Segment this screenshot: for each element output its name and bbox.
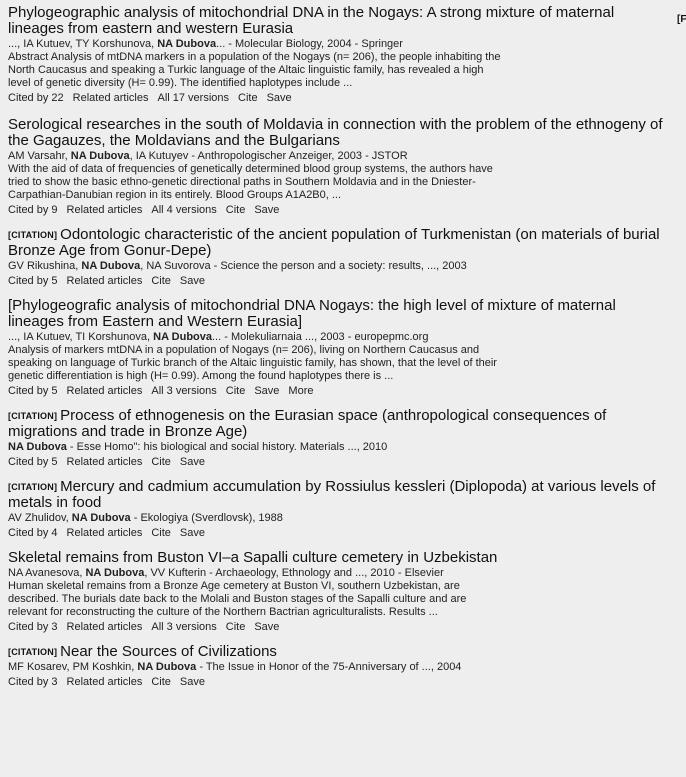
save-link[interactable]: Save [179,275,205,287]
authors-source: - Esse Homo": his biological and social history. Materials ..., 2010 [66,441,388,453]
authors-prefix: AV Zhulidov, [8,512,72,524]
result-title-text[interactable]: Process of ethnogenesis on the Eurasian space (anthropological consequences of migrations and trade in Bronze Age) [8,407,607,440]
result-links [8,91,668,105]
search-result [8,408,668,469]
authors-source: ... - Molekuliarnaia ..., 2003 - europepmc.org [212,331,429,343]
related-articles-link[interactable]: Related articles [66,456,143,468]
cited-by-9-link[interactable]: Cited by 9 [8,204,58,216]
result-authors [8,567,668,580]
related-articles-link[interactable]: Related articles [72,92,149,104]
results-list [8,5,668,689]
search-result [8,479,668,540]
result-authors [8,331,668,344]
cited-by-22-link[interactable]: Cited by 22 [8,92,64,104]
related-articles-link[interactable]: Related articles [66,385,143,397]
save-link[interactable]: Save [254,204,280,216]
result-links [8,620,668,634]
cite-link[interactable]: Cite [151,527,171,539]
search-result [8,227,668,288]
result-snippet: With the aid of data of frequencies of genetically determined blood group systems, the authors have tried to show the basic ethno-genetic directional paths in Southern Moldavia and in the Dniester-Carpathian-Danubian region in its entirely. Blood Groups A1A2B0, ... [8,163,493,201]
author-highlight[interactable]: NA Dubova [137,661,197,673]
result-title[interactable] [8,5,668,37]
author-highlight[interactable]: NA Dubova [157,38,217,50]
result-authors [8,512,668,525]
citation-tag: [CITATION] [8,411,58,421]
result-title[interactable] [8,408,668,440]
cited-by-5-link[interactable]: Cited by 5 [8,385,58,397]
result-title-text[interactable]: Skeletal remains from Buston VI–a Sapalli culture cemetery in Uzbekistan [8,549,498,566]
result-authors [8,441,668,454]
related-articles-link[interactable]: Related articles [66,621,143,633]
result-authors [8,661,668,674]
cite-link[interactable]: Cite [238,92,258,104]
cited-by-5-link[interactable]: Cited by 5 [8,456,58,468]
related-articles-link[interactable]: Related articles [66,676,143,688]
result-links [8,384,668,398]
result-links [8,526,668,540]
related-articles-link[interactable]: Related articles [66,527,143,539]
authors-prefix: NA Avanesova, [8,567,86,579]
cite-link[interactable]: Cite [225,385,246,397]
author-highlight[interactable]: NA Dubova [71,512,131,524]
authors-source: ... - Molecular Biology, 2004 - Springer [216,38,403,50]
search-result [8,550,668,634]
save-link[interactable]: Save [266,92,292,104]
all-3-versions-link[interactable]: All 3 versions [151,385,217,397]
result-authors [8,150,668,163]
search-result [8,5,668,105]
cited-by-3-link[interactable]: Cited by 3 [8,676,58,688]
result-links [8,455,668,469]
cite-link[interactable]: Cite [225,204,246,216]
result-title-text[interactable]: Serological researches in the south of Moldavia in connection with the problem of the ethnogeny of the Gagauzes, the Moldavians and the Bulgarians [8,116,663,149]
result-title-text[interactable]: Near the Sources of Civilizations [60,643,277,660]
author-highlight[interactable]: NA Dubova [153,331,212,343]
save-link[interactable]: Save [179,456,205,468]
cited-by-4-link[interactable]: Cited by 4 [8,527,58,539]
result-links [8,203,668,217]
result-title-text[interactable]: Phylogeographic analysis of mitochondrial DNA in the Nogays: A strong mixture of maternal lineages from eastern and western Eurasia [8,4,615,37]
result-title-text[interactable]: Odontologic characteristic of the ancient population of Turkmenistan (on materials of burial Bronze Age from Gonur-Depe) [8,226,660,259]
author-highlight[interactable]: NA Dubova [70,150,130,162]
authors-source: - The Issue in Honor of the 75-Anniversary of ..., 2004 [196,661,462,673]
result-title[interactable] [8,644,668,660]
cite-link[interactable]: Cite [225,621,246,633]
authors-source: , NA Suvorova - Science the person and a society: results, ..., 2003 [140,260,467,272]
result-title[interactable] [8,117,668,149]
authors-source: - Ekologiya (Sverdlovsk), 1988 [130,512,283,524]
result-authors [8,38,668,51]
author-highlight[interactable]: NA Dubova [81,260,141,272]
save-link[interactable]: Save [254,385,280,397]
result-title-text[interactable]: Mercury and cadmium accumulation by Rossiulus kessleri (Diplopoda) at various levels of metals in food [8,478,656,511]
result-title[interactable] [8,550,668,566]
more-link[interactable]: More [288,385,314,397]
result-authors [8,260,668,273]
cite-link[interactable]: Cite [151,676,171,688]
result-snippet: Human skeletal remains from a Bronze Age cemetery at Buston VI, southern Uzbekistan, are described. The burials date back to the Molali and Buston stages of the Sapalli culture and are relevant for reconstructing the culture of the Northern Bactrian agriculturalists. Results ... [8,580,467,618]
all-3-versions-link[interactable]: All 3 versions [151,621,217,633]
related-articles-link[interactable]: Related articles [66,204,143,216]
authors-source: , IA Kutuyev - Anthropologischer Anzeiger, 2003 - JSTOR [129,150,408,162]
authors-prefix: ..., IA Kutuev, TY Korshunova, [8,38,158,50]
result-title[interactable] [8,227,668,259]
search-result [8,644,668,689]
result-snippet: Analysis of markers mtDNA in a population of Nogays (n= 206), living on Northern Caucasus and speaking on language of Turkic branch of the Altaic linguistic family, has shown, that the level of their genetic differentiation is high (H= 0.99). Among the found haplotypes there is ... [8,344,497,382]
authors-prefix: MF Kosarev, PM Koshkin, [8,661,138,673]
authors-prefix: AM Varsahr, [8,150,71,162]
cite-link[interactable]: Cite [151,456,171,468]
save-link[interactable]: Save [179,527,205,539]
result-links [8,675,668,689]
related-articles-link[interactable]: Related articles [66,275,143,287]
cite-link[interactable]: Cite [151,275,171,287]
citation-tag: [CITATION] [8,482,58,492]
cited-by-5-link[interactable]: Cited by 5 [8,275,58,287]
result-title[interactable] [8,298,668,330]
save-link[interactable]: Save [179,676,205,688]
author-highlight[interactable]: NA Dubova [85,567,145,579]
search-result [8,117,668,217]
result-title-text[interactable]: [Phylogeografic analysis of mitochondrial DNA Nogays: the high level of mixture of maternal lineages from Eastern and Western Eurasia] [8,297,616,330]
cited-by-3-link[interactable]: Cited by 3 [8,621,58,633]
authors-prefix: GV Rikushina, [8,260,82,272]
citation-tag: [CITATION] [8,230,58,240]
all-17-versions-link[interactable]: All 17 versions [157,92,230,104]
result-snippet: Abstract Analysis of mtDNA markers in a population of the Nogays (n= 206), the people inhabiting the North Caucasus and speaking a Turkic language of the Altaic linguistic family, has revealed a high level of genetic diversity (H= 0.99). The identified haplotypes include ... [8,51,501,89]
result-links [8,274,668,288]
citation-tag: [CITATION] [8,647,58,657]
all-4-versions-link[interactable]: All 4 versions [151,204,217,216]
authors-source: , VV Kufterin - Archaeology, Ethnology and ..., 2010 - Elsevier [144,567,444,579]
search-result [8,298,668,398]
authors-prefix: ..., IA Kutuev, TI Korshunova, [8,331,154,343]
side-label: [F [677,14,686,25]
result-title[interactable] [8,479,668,511]
author-highlight[interactable]: NA Dubova [8,441,67,453]
save-link[interactable]: Save [254,621,280,633]
